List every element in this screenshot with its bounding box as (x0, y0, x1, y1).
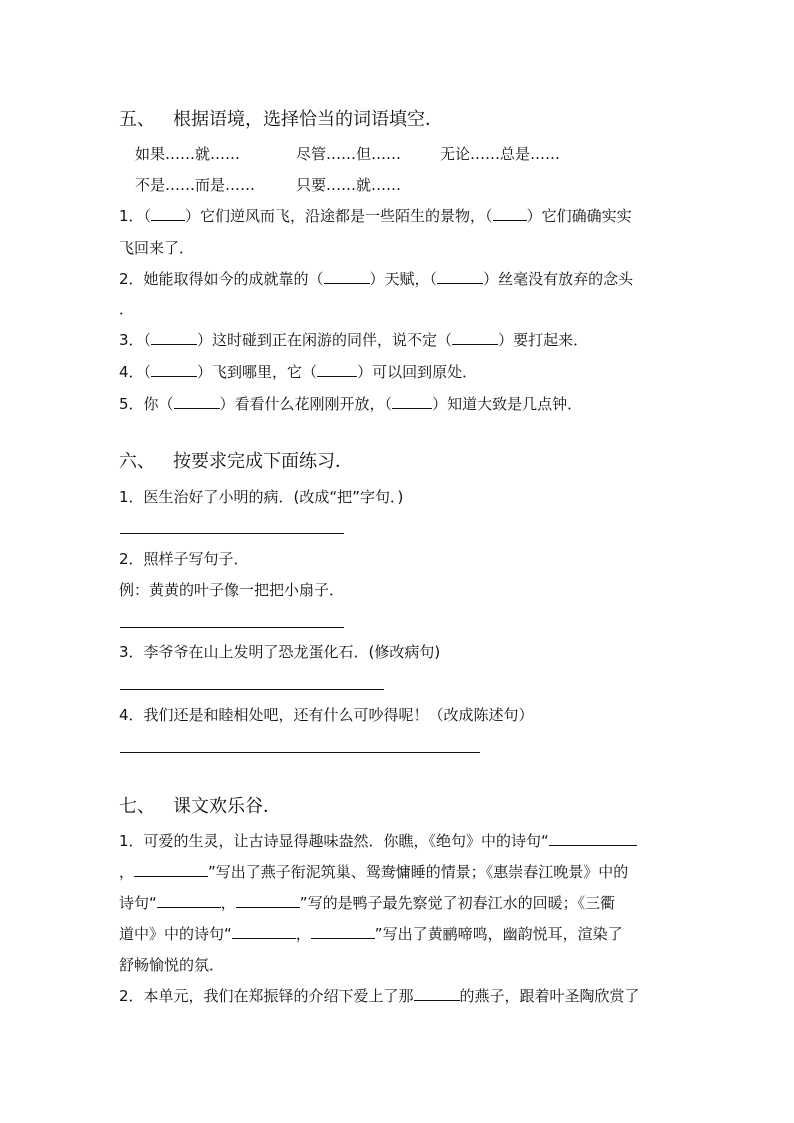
option-rugu-jiu: 如果……就…… (135, 145, 241, 163)
section-number: 七、 (119, 796, 155, 817)
passage-7-1-line5: 舒畅愉悦的氛． (119, 956, 225, 974)
question-5-2: 2．她能取得如今的成就靠的（ ）天赋，（ ）丝毫没有放弃的念头 (119, 270, 634, 288)
option-zhiyao-jiu: 只要……就…… (296, 176, 402, 194)
answer-blank[interactable] (232, 924, 296, 939)
answer-blank[interactable] (437, 269, 483, 284)
answer-line-6-3[interactable] (120, 689, 384, 690)
answer-blank[interactable] (549, 831, 637, 846)
answer-blank[interactable] (151, 362, 197, 377)
answer-blank[interactable] (236, 893, 300, 908)
answer-line-6-4[interactable] (120, 752, 480, 753)
section-title: 按要求完成下面练习． (173, 451, 353, 472)
answer-line-6-2[interactable] (120, 627, 344, 628)
option-bushi-ershi: 不是……而是…… (135, 176, 256, 194)
question-5-2-cont: ． (119, 300, 135, 318)
passage-7-1-line3: 诗句“ ， ”写的是鸭子最先察觉了初春江水的回暖；《三衢 (119, 894, 616, 912)
answer-blank[interactable] (311, 924, 375, 939)
section-title: 课文欢乐谷． (173, 796, 281, 817)
question-5-3: 3．（ ）这时碰到正在闲游的同伴，说不定（ ）要打起来． (119, 331, 589, 349)
section-title: 根据语境，选择恰当的词语填空． (173, 109, 443, 130)
section-number: 六、 (119, 451, 155, 472)
passage-7-2-line1: 2．本单元，我们在郑振铎的介绍下爱上了那 的燕子，跟着叶圣陶欣赏了 (119, 987, 640, 1005)
section-7-heading (119, 795, 281, 819)
passage-7-1-line1: 1．可爱的生灵，让古诗显得趣味盎然．你瞧，《绝句》中的诗句“ (119, 831, 637, 851)
option-wulun-zongshi: 无论……总是…… (440, 145, 561, 163)
question-6-4: 4．我们还是和睦相处吧，还有什么可吵得呢！（改成陈述句） (119, 706, 534, 724)
answer-blank[interactable] (151, 330, 197, 345)
passage-7-1-line2: ， ”写出了燕子衔泥筑巢、鸳鸯慵睡的情景；《惠崇春江晚景》中的 (119, 863, 629, 881)
question-5-1: 1．（ ）它们逆风而飞，沿途都是一些陌生的景物，（ ）它们确确实实 (119, 207, 632, 225)
passage-7-1-line4: 道中》中的诗句“ ， ”写出了黄鹂啼鸣，幽韵悦耳，渲染了 (119, 925, 623, 943)
answer-blank[interactable] (134, 862, 208, 877)
section-number: 五、 (119, 109, 155, 130)
answer-blank[interactable] (151, 206, 185, 221)
answer-blank[interactable] (452, 330, 498, 345)
question-6-2-example: 例：黄黄的叶子像一把把小扇子． (119, 581, 345, 599)
question-6-1: 1．医生治好了小明的病．(改成“把”字句．) (119, 488, 404, 506)
answer-blank[interactable] (392, 394, 432, 409)
question-6-2: 2．照样子写句子． (119, 550, 249, 568)
section-5-heading (119, 108, 443, 132)
answer-blank[interactable] (174, 394, 220, 409)
answer-blank[interactable] (157, 893, 221, 908)
option-jinguan-dan: 尽管……但…… (296, 145, 402, 163)
answer-line-6-1[interactable] (120, 533, 344, 534)
answer-blank[interactable] (414, 986, 460, 1001)
answer-blank[interactable] (317, 362, 357, 377)
question-5-4: 4．（ ）飞到哪里，它（ ）可以回到原处． (119, 363, 478, 381)
section-6-heading (119, 450, 353, 474)
answer-blank[interactable] (324, 269, 370, 284)
question-5-1-cont: 飞回来了． (119, 239, 195, 257)
question-5-5: 5．你（ ）看看什么花刚刚开放，（ ）知道大致是几点钟． (119, 395, 583, 413)
answer-blank[interactable] (493, 206, 527, 221)
question-6-3: 3．李爷爷在山上发明了恐龙蛋化石．(修改病句) (119, 643, 441, 661)
